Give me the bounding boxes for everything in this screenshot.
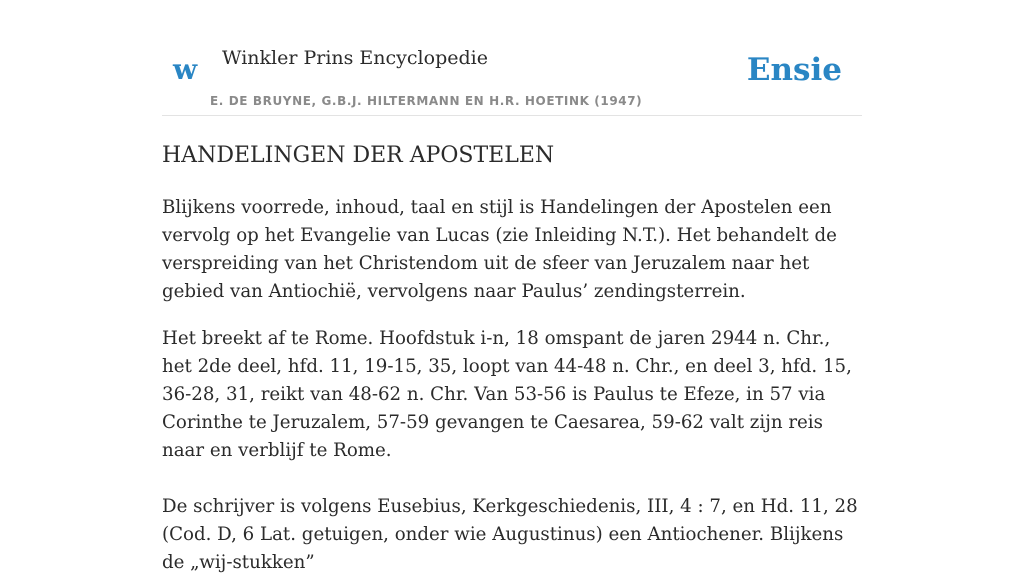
article-paragraph: De schrijver is volgens Eusebius, Kerkgeschiedenis, III, 4 : 7, en Hd. 11, 28 (Cod. D, 6 Lat. getuigen, onder wie Augustinus) een Antiochener. Blijkens de „wij-stukken” <box>162 496 858 573</box>
page <box>162 0 862 577</box>
site-title[interactable]: Winkler Prins Encyclopedie <box>222 47 488 69</box>
site-header <box>162 0 862 116</box>
article-paragraph: Het breekt af te Rome. Hoofdstuk i-n, 18 omspant de jaren 2944 n. Chr., het 2de deel, hfd. 11, 19-15, 35, loopt van 44-48 n. Chr., en deel 3, hfd. 15, 36-28, 31, reikt van 48-62 n. Chr. Van 53-56 is Paulus te Efeze, in 57 via Corinthe te Jeruzalem, 57-59 gevangen te Caesarea, 59-62 valt zijn reis naar en verblijf te Rome. <box>162 328 852 461</box>
article-paragraph: Blijkens voorrede, inhoud, taal en stijl is Handelingen der Apostelen een vervolg op het Evangelie van Lucas (zie Inleiding N.T.). Het behandelt de verspreiding van het Christendom uit de sfeer van Jeruzalem naar het gebied van Antiochië, vervolgens naar Paulus’ zendingsterrein. <box>162 197 837 302</box>
article-title: HANDELINGEN DER APOSTELEN <box>162 143 555 168</box>
article-body <box>162 194 862 577</box>
ensie-brand-logo[interactable]: Ensie <box>746 52 842 88</box>
winkler-prins-logo[interactable]: w <box>173 53 198 86</box>
site-authors: E. DE BRUYNE, G.B.J. HILTERMANN EN H.R. HOETINK (1947) <box>210 94 643 108</box>
